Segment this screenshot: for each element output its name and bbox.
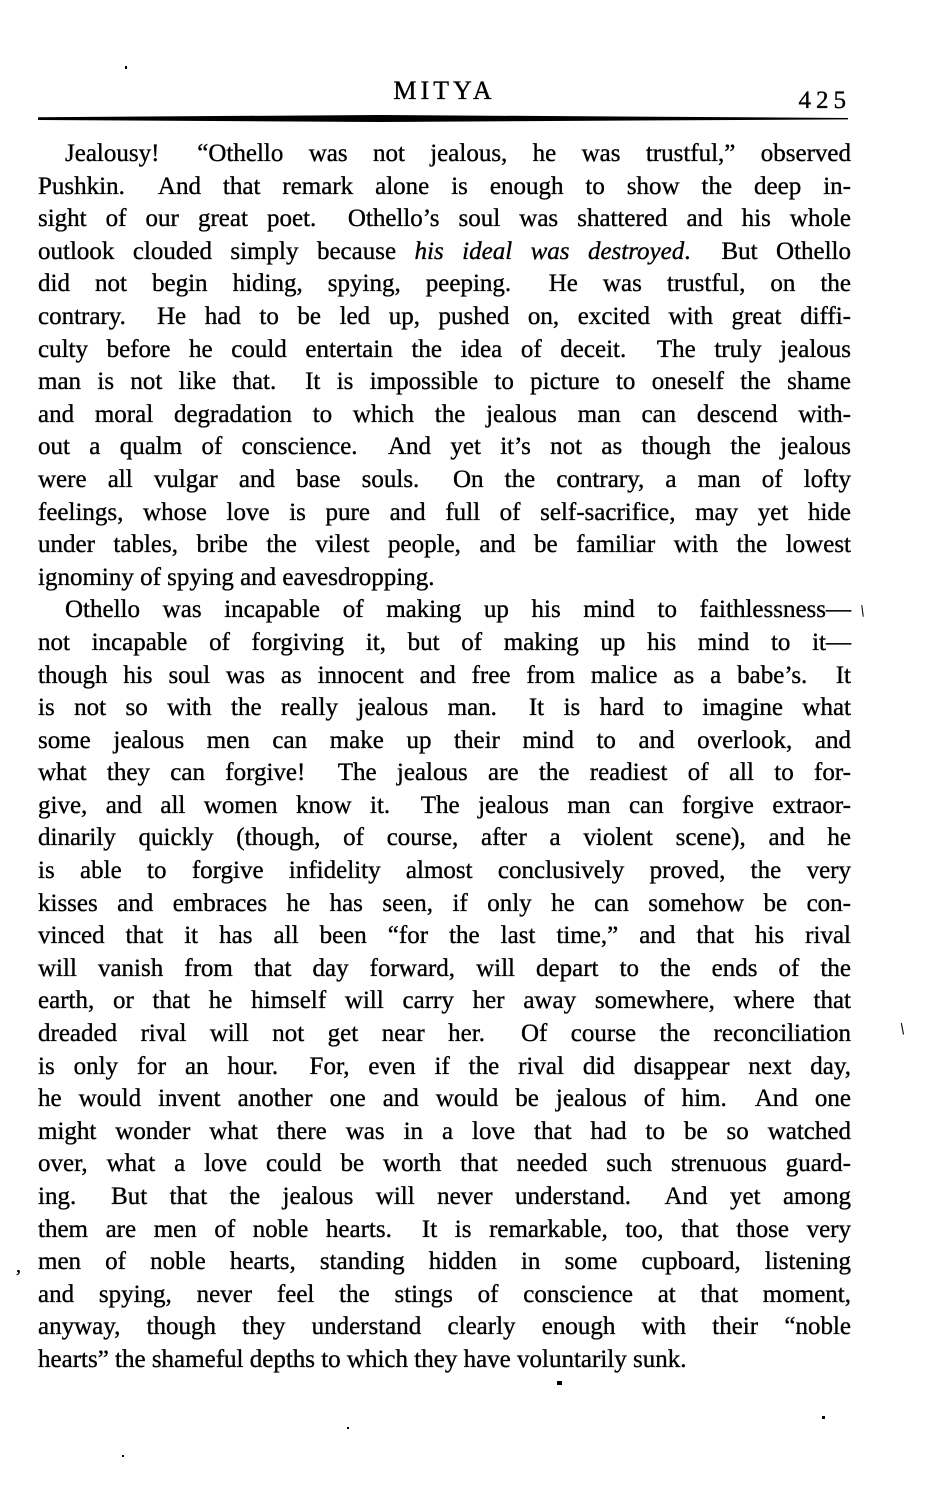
text-line: will vanish from that day forward, will depart to the ends of the xyxy=(38,954,851,982)
text-line: is able to forgive infidelity almost conclusively proved, the very xyxy=(38,857,851,885)
scan-speck xyxy=(125,66,127,69)
text-line: did not begin hiding, spying, peeping. He was trustful, on the xyxy=(38,270,851,298)
running-head xyxy=(38,76,851,116)
scan-speck: \ xyxy=(898,1020,906,1039)
text-block xyxy=(38,138,851,1377)
text-line: dinarily quickly (though, of course, after a violent scene), and he xyxy=(38,824,851,852)
text-line: over, what a love could be worth that needed such strenuous guard- xyxy=(38,1150,851,1178)
chapter-title: MITYA xyxy=(393,76,496,105)
text-line: though his soul was as innocent and free from malice as a babe’s. It xyxy=(38,661,851,689)
paragraph xyxy=(38,594,851,1376)
text-line: and moral degradation to which the jealous man can descend with- xyxy=(38,400,851,428)
text-line: culty before he could entertain the idea of deceit. The truly jealous xyxy=(38,335,851,363)
paragraph xyxy=(38,138,851,594)
text-line: Jealousy! “Othello was not jealous, he was trustful,” observed xyxy=(65,140,851,167)
text-line: vinced that it has all been “for the last time,” and that his rival xyxy=(38,922,851,950)
text-line: some jealous men can make up their mind to and overlook, and xyxy=(38,726,851,754)
text-line: Othello was incapable of making up his mind to faithlessness— xyxy=(65,596,851,624)
text-line: feelings, whose love is pure and full of self-sacrifice, may yet hide xyxy=(38,498,851,526)
text-line: man is not like that. It is impossible to picture to oneself the shame xyxy=(38,368,851,396)
scan-speck: , xyxy=(16,1255,21,1277)
text-line: anyway, though they understand clearly enough with their “noble xyxy=(38,1313,851,1341)
text-line: give, and all women know it. The jealous man can forgive extraor- xyxy=(38,791,851,819)
text-line: and spying, never feel the stings of conscience at that moment, xyxy=(38,1280,851,1308)
text-line: is not so with the really jealous man. It is hard to imagine what xyxy=(38,694,851,722)
text-line: ignominy of spying and eavesdropping. xyxy=(38,563,435,591)
scan-speck xyxy=(822,1416,825,1419)
text-line xyxy=(38,236,851,269)
text-line: were all vulgar and base souls. On the contrary, a man of lofty xyxy=(38,465,851,493)
text-line: men of noble hearts, standing hidden in some cupboard, listening xyxy=(38,1248,851,1276)
text-line: contrary. He had to be led up, pushed on, excited with great diffi- xyxy=(38,302,851,330)
text-line: under tables, bribe the vilest people, and be familiar with the lowest xyxy=(38,531,851,559)
text-line: is only for an hour. For, even if the rival did disappear next day, xyxy=(38,1052,851,1080)
text-line: them are men of noble hearts. It is remarkable, too, that those very xyxy=(38,1215,851,1243)
text-line: Pushkin. And that remark alone is enough to show the deep in- xyxy=(38,172,851,200)
scan-speck: \ xyxy=(858,602,867,621)
header-rule xyxy=(38,115,848,122)
scan-speck xyxy=(122,1455,124,1457)
scan-speck xyxy=(557,1381,562,1385)
text-line: dreaded rival will not get near her. Of course the reconciliation xyxy=(38,1020,851,1048)
italic-phrase: his ideal was destroyed xyxy=(414,237,685,265)
text-line: not incapable of forgiving it, but of making up his mind to it— xyxy=(38,628,851,656)
text-line: ing. But that the jealous will never understand. And yet among xyxy=(38,1183,851,1210)
text-line: hearts” the shameful depths to which they have voluntarily sunk. xyxy=(38,1345,687,1373)
text-segment: outlook clouded simply because xyxy=(38,237,415,265)
text-line: what they can forgive! The jealous are the readiest of all to for- xyxy=(38,759,851,787)
page-number: 425 xyxy=(798,87,851,114)
text-line: kisses and embraces he has seen, if only he can somehow be con- xyxy=(38,889,851,917)
scan-speck xyxy=(347,1427,349,1429)
text-line: sight of our great poet. Othello’s soul was shattered and his whole xyxy=(38,205,851,233)
text-line: earth, or that he himself will carry her away somewhere, where that xyxy=(38,987,851,1015)
text-segment: . But Othello xyxy=(684,237,851,265)
text-line: out a qualm of conscience. And yet it’s not as though the jealous xyxy=(38,433,851,461)
text-line: might wonder what there was in a love that had to be so watched xyxy=(38,1117,851,1145)
text-line: he would invent another one and would be jealous of him. And one xyxy=(38,1085,851,1113)
